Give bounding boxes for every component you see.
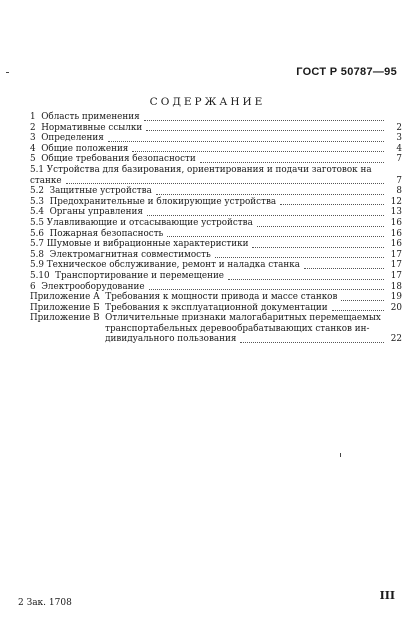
toc-entry-label: 2 Нормативные ссылки bbox=[30, 122, 143, 133]
toc-entry-label: 5.1 Устройства для базирования, ориентирования и подачи заготовок на bbox=[30, 164, 372, 175]
toc-entry bbox=[30, 229, 402, 240]
table-of-contents bbox=[30, 112, 402, 345]
toc-entry-label: Приложение Б Требования к эксплуатационной документации bbox=[30, 302, 328, 313]
toc-entry-page: 17 bbox=[390, 270, 402, 281]
toc-entry-page: 17 bbox=[390, 249, 402, 260]
toc-entry bbox=[30, 218, 402, 229]
dot-leader bbox=[66, 182, 384, 184]
dot-leader bbox=[332, 309, 384, 311]
toc-entry bbox=[30, 133, 402, 144]
toc-entry-label: 5.3 Предохранительные и блокирующие устройства bbox=[30, 196, 277, 207]
dot-leader bbox=[132, 150, 384, 152]
toc-entry-label: Приложение В bbox=[30, 313, 106, 324]
toc-entry-page: 8 bbox=[396, 186, 402, 197]
dot-leader bbox=[228, 278, 384, 280]
dot-leader bbox=[200, 161, 384, 163]
toc-entry bbox=[30, 271, 402, 282]
scan-mark bbox=[6, 72, 9, 73]
toc-entry-label: 5.5 Улавливающие и отсасывающие устройства bbox=[30, 217, 253, 228]
toc-entry-page: 17 bbox=[390, 260, 402, 271]
toc-entry-label: 5.6 Пожарная безопасность bbox=[30, 228, 164, 239]
toc-entry bbox=[30, 239, 402, 250]
toc-entry-page: 13 bbox=[390, 207, 402, 218]
toc-entry-label: 5 Общие требования безопасности bbox=[30, 154, 196, 165]
toc-entry-label: 6 Электрооборудование bbox=[30, 281, 145, 292]
toc-entry-text: транспортабельных деревообрабатывающих станков ин- bbox=[105, 323, 370, 334]
dot-leader bbox=[108, 140, 384, 142]
toc-entry-label: 5.7 Шумовые и вибрационные характеристики bbox=[30, 239, 249, 250]
dot-leader bbox=[252, 246, 384, 248]
toc-entry-page: 2 bbox=[396, 122, 402, 133]
toc-entry bbox=[30, 303, 402, 314]
toc-entry bbox=[30, 123, 402, 134]
toc-entry bbox=[30, 112, 402, 123]
toc-entry bbox=[30, 144, 402, 155]
standard-number: ГОСТ Р 50787—95 bbox=[296, 66, 397, 78]
toc-entry-page: 16 bbox=[390, 217, 402, 228]
toc-entry-text: станке bbox=[30, 175, 62, 186]
dot-leader bbox=[341, 299, 384, 301]
toc-entry-label: 1 Область применения bbox=[30, 112, 140, 122]
toc-entry bbox=[30, 165, 402, 176]
toc-entry-page: 7 bbox=[396, 175, 402, 186]
toc-entry-text: дивидуального пользования bbox=[105, 334, 237, 345]
toc-entry-page: 7 bbox=[396, 154, 402, 165]
dot-leader bbox=[156, 193, 384, 195]
scan-mark bbox=[340, 453, 341, 457]
toc-entry-page: 19 bbox=[390, 292, 402, 303]
toc-entry bbox=[30, 260, 402, 271]
toc-entry-label: 4 Общие положения bbox=[30, 143, 129, 154]
toc-entry-continuation bbox=[30, 176, 402, 187]
dot-leader bbox=[149, 288, 384, 290]
toc-entry-label: 5.10 Транспортирование и перемещение bbox=[30, 270, 225, 281]
dot-leader bbox=[240, 341, 384, 343]
toc-entry bbox=[30, 207, 402, 218]
dot-leader bbox=[144, 119, 384, 121]
toc-entry-page: 18 bbox=[390, 281, 402, 292]
toc-entry-page: 22 bbox=[390, 334, 402, 345]
toc-entry-page: 12 bbox=[390, 196, 402, 207]
toc-entry-page: 16 bbox=[390, 239, 402, 250]
toc-entry-page: 16 bbox=[390, 228, 402, 239]
toc-entry-label: 5.2 Защитные устройства bbox=[30, 186, 152, 197]
toc-entry bbox=[30, 186, 402, 197]
toc-entry bbox=[30, 197, 402, 208]
toc-entry-label: 3 Определения bbox=[30, 133, 104, 144]
dot-leader bbox=[257, 225, 384, 227]
page-number: III bbox=[379, 589, 395, 602]
dot-leader bbox=[304, 267, 384, 269]
toc-entry-label: 5.4 Органы управления bbox=[30, 207, 143, 218]
toc-entry bbox=[30, 250, 402, 261]
print-order-note: 2 Зак. 1708 bbox=[18, 598, 72, 608]
dot-leader bbox=[280, 203, 384, 205]
toc-entry-page: 4 bbox=[396, 143, 402, 154]
toc-entry-text: Отличительные признаки малогабаритных перемещаемых bbox=[105, 313, 381, 324]
toc-entry bbox=[30, 154, 402, 165]
toc-entry-page: 20 bbox=[390, 302, 402, 313]
dot-leader bbox=[167, 235, 384, 237]
dot-leader bbox=[146, 129, 384, 131]
toc-title: СОДЕРЖАНИЕ bbox=[149, 96, 266, 108]
toc-entry bbox=[30, 282, 402, 293]
toc-entry bbox=[30, 292, 402, 303]
toc-entry-label: 5.8 Электромагнитная совместимость bbox=[30, 249, 211, 260]
dot-leader bbox=[147, 214, 384, 216]
toc-entry-label: Приложение А Требования к мощности привода и массе станков bbox=[30, 292, 338, 303]
toc-entry-label: 5.9 Техническое обслуживание, ремонт и наладка станка bbox=[30, 260, 300, 271]
toc-entry-page: 3 bbox=[396, 133, 402, 144]
dot-leader bbox=[215, 256, 384, 258]
toc-entry-appendix-v bbox=[30, 313, 402, 345]
